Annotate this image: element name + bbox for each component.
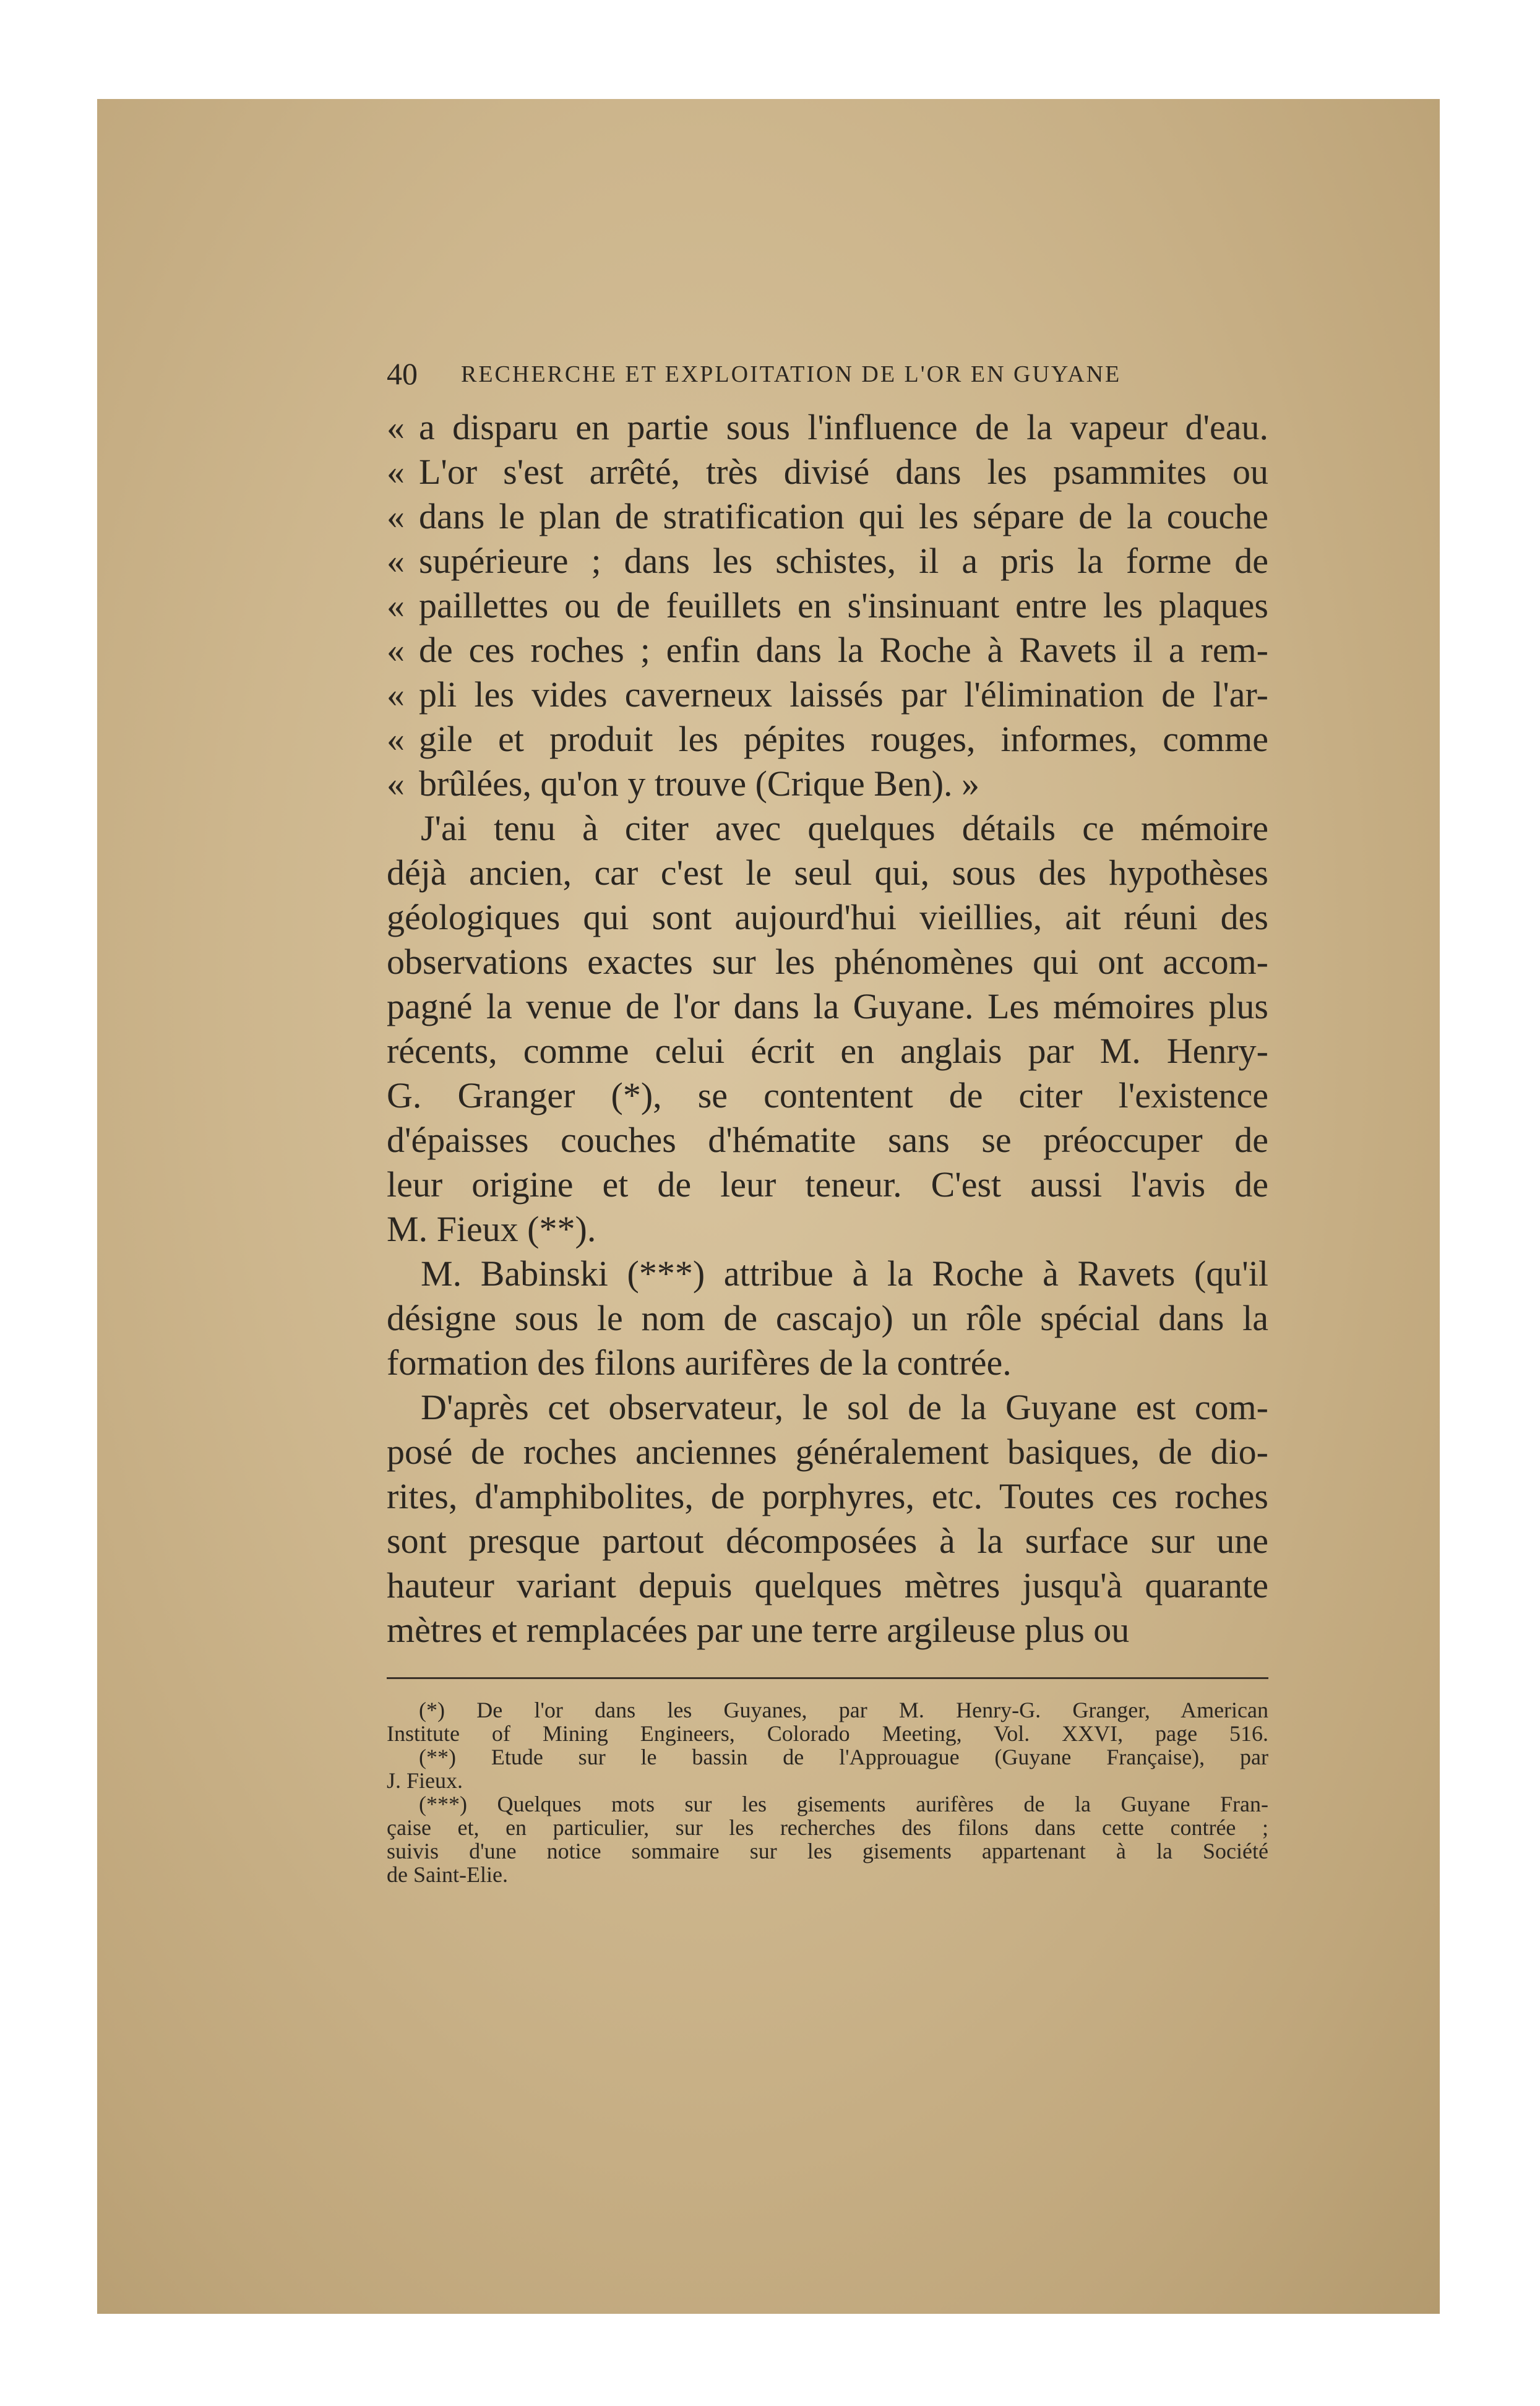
footnote-line: Institute of Mining Engineers, Colorado Meeting, Vol. XXVI, page 516. [387, 1721, 1268, 1746]
paragraph-line: leur origine et de leur teneur. C'est aussi l'avis de [387, 1164, 1268, 1205]
quote-mark: « [387, 630, 405, 670]
paragraph-line: désigne sous le nom de cascajo) un rôle spécial dans la [387, 1298, 1268, 1338]
quote-line [387, 405, 1268, 450]
footnote-line: (***) Quelques mots sur les gisements aurifères de la Guyane Fran- [419, 1792, 1268, 1816]
quote-text: brûlées, qu'on y trouve (Crique Ben). » [419, 763, 980, 804]
quote-mark: « [387, 452, 405, 492]
footnote-line: (**) Etude sur le bassin de l'Approuague (Guyane Française), par [419, 1745, 1268, 1769]
quote-line [387, 672, 1268, 717]
paragraph-line: mètres et remplacées par une terre argileuse plus ou [387, 1610, 1130, 1650]
quote-mark: « [387, 585, 405, 625]
quote-text: paillettes ou de feuillets en s'insinuant entre les plaques [419, 585, 1268, 625]
quote-text: dans le plan de stratification qui les sépare de la couche [419, 496, 1268, 536]
quote-line [387, 628, 1268, 672]
paragraph-line: rites, d'amphibolites, de porphyres, etc. Toutes ces roches [387, 1476, 1268, 1516]
footnote-rule [387, 1677, 1268, 1679]
paragraph-line: d'épaisses couches d'hématite sans se préoccuper de [387, 1120, 1268, 1160]
quote-mark: « [387, 674, 405, 715]
paragraph-line: formation des filons aurifères de la contrée. [387, 1343, 1012, 1383]
quote-text: de ces roches ; enfin dans la Roche à Ravets il a rem- [419, 630, 1268, 670]
paragraph-line: G. Granger (*), se contentent de citer l'existence [387, 1075, 1268, 1115]
quote-line [387, 583, 1268, 628]
quote-text: gile et produit les pépites rouges, informes, comme [419, 719, 1268, 759]
page-header [387, 356, 1268, 393]
paragraph-line: sont presque partout décomposées à la surface sur une [387, 1521, 1268, 1561]
paragraph-line: pagné la venue de l'or dans la Guyane. Les mémoires plus [387, 986, 1268, 1026]
paragraph-line: M. Babinski (***) attribue à la Roche à Ravets (qu'il [421, 1253, 1268, 1294]
paragraph-line: récents, comme celui écrit en anglais par M. Henry- [387, 1031, 1268, 1071]
quote-text: a disparu en partie sous l'influence de la vapeur d'eau. [419, 407, 1268, 447]
footnote-line: J. Fieux. [387, 1768, 463, 1793]
paragraph-line: géologiques qui sont aujourd'hui vieillies, ait réuni des [387, 897, 1268, 937]
quote-text: supérieure ; dans les schistes, il a pris la forme de [419, 541, 1268, 581]
quote-mark: « [387, 496, 405, 536]
page-number: 40 [387, 356, 418, 391]
quote-text: pli les vides caverneux laissés par l'élimination de l'ar- [419, 674, 1268, 715]
paragraph-line: observations exactes sur les phénomènes qui ont accom- [387, 942, 1268, 982]
quote-line [387, 494, 1268, 539]
quote-text: L'or s'est arrêté, très divisé dans les psammites ou [419, 452, 1268, 492]
quote-line [387, 450, 1268, 494]
running-title: RECHERCHE ET EXPLOITATION DE L'OR EN GUYANE [461, 361, 1122, 387]
footnote-line: suivis d'une notice sommaire sur les gisements appartenant à la Société [387, 1839, 1268, 1863]
footnote-line: çaise et, en particulier, sur les recherches des filons dans cette contrée ; [387, 1815, 1268, 1840]
quote-mark: « [387, 763, 405, 804]
paragraph-line: M. Fieux (**). [387, 1209, 596, 1249]
quote-line [387, 717, 1268, 762]
quote-line [387, 762, 1268, 806]
paragraph-line: J'ai tenu à citer avec quelques détails ce mémoire [421, 808, 1268, 848]
paragraph-line: déjà ancien, car c'est le seul qui, sous des hypothèses [387, 853, 1268, 893]
quote-mark: « [387, 541, 405, 581]
quote-line [387, 539, 1268, 583]
paragraph-line: D'après cet observateur, le sol de la Guyane est com- [421, 1387, 1268, 1427]
footnote-line: de Saint-Elie. [387, 1862, 508, 1887]
quote-mark: « [387, 407, 405, 447]
paragraph-line: posé de roches anciennes généralement basiques, de dio- [387, 1432, 1268, 1472]
footnote-line: (*) De l'or dans les Guyanes, par M. Henry-G. Granger, American [419, 1698, 1268, 1722]
quote-mark: « [387, 719, 405, 759]
paragraph-line: hauteur variant depuis quelques mètres jusqu'à quarante [387, 1565, 1268, 1605]
